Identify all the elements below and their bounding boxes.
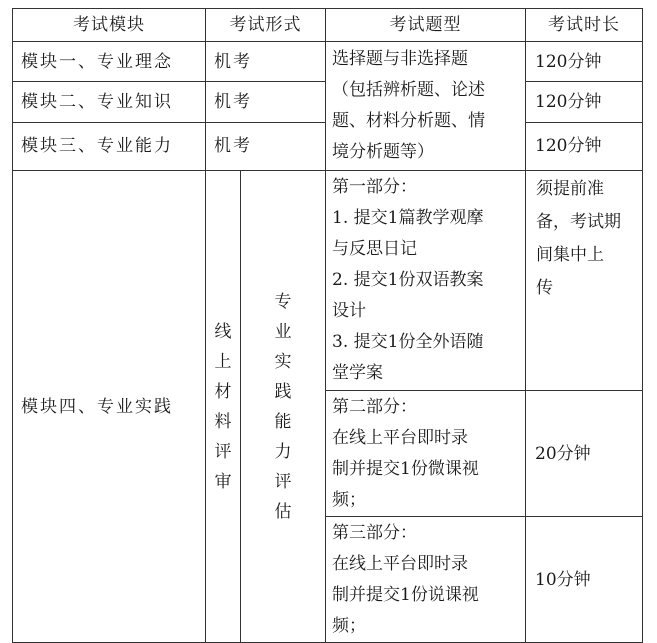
part-line: 1. 提交1篇教学观摩 xyxy=(332,208,484,228)
exam-schedule-table xyxy=(12,8,643,643)
table-row xyxy=(13,42,643,82)
vertical-char: 料 xyxy=(214,411,232,432)
header-format: 考试形式 xyxy=(206,9,326,42)
part-one-note xyxy=(526,171,643,391)
vertical-char: 力 xyxy=(274,441,292,462)
note-line: 传 xyxy=(536,278,553,298)
header-type: 考试题型 xyxy=(326,9,526,42)
vertical-char: 材 xyxy=(214,381,232,402)
part-line: 制并提交1份说课视 xyxy=(332,584,479,605)
part-two-cell xyxy=(326,391,526,517)
type-line: 境分析题等） xyxy=(332,142,434,162)
part-line: 在线上平台即时录 xyxy=(332,427,468,448)
note-line: 间集中上 xyxy=(536,245,604,265)
vertical-char: 业 xyxy=(274,321,292,342)
part-line: 频； xyxy=(332,615,366,636)
table-row xyxy=(13,171,643,391)
header-duration: 考试时长 xyxy=(526,9,643,42)
module-cell: 模块四、专业实践 xyxy=(13,171,206,643)
vertical-char: 审 xyxy=(214,471,232,492)
note-line: 备，考试期 xyxy=(536,212,621,232)
part-line: 堂学案 xyxy=(332,363,383,383)
type-line: 题、材料分析题、情 xyxy=(332,111,485,131)
note-line: 须提前准 xyxy=(536,179,604,199)
part-line: 制并提交1份微课视 xyxy=(332,458,479,479)
duration-cell: 20分钟 xyxy=(526,391,643,517)
part-line: 第二部分： xyxy=(332,396,417,417)
format-cell: 机考 xyxy=(206,122,326,170)
part-line: 3. 提交1份全外语随 xyxy=(332,332,484,352)
part-three-cell xyxy=(326,517,526,643)
format-cell: 机考 xyxy=(206,82,326,122)
vertical-char: 评 xyxy=(214,441,232,462)
duration-cell: 120分钟 xyxy=(526,82,643,122)
part-line: 频； xyxy=(332,489,366,510)
duration-cell: 120分钟 xyxy=(526,122,643,170)
module-cell: 模块三、专业能力 xyxy=(13,122,206,170)
vertical-char: 估 xyxy=(274,501,292,522)
vertical-char: 践 xyxy=(274,381,292,402)
vertical-char: 实 xyxy=(274,351,292,372)
type-line: （包括辨析题、论述 xyxy=(332,80,485,100)
header-row xyxy=(13,9,643,42)
duration-cell: 10分钟 xyxy=(526,517,643,643)
part-line: 第三部分： xyxy=(332,522,417,543)
vertical-char: 线 xyxy=(214,321,232,342)
header-module: 考试模块 xyxy=(13,9,206,42)
part-line: 与反思日记 xyxy=(332,239,417,259)
format-cell: 机考 xyxy=(206,42,326,82)
module-cell: 模块二、专业知识 xyxy=(13,82,206,122)
vertical-char: 评 xyxy=(274,471,292,492)
format-online-review xyxy=(206,171,241,643)
format-practice-ability xyxy=(241,171,326,643)
vertical-char: 能 xyxy=(274,411,292,432)
part-line: 在线上平台即时录 xyxy=(332,553,468,574)
vertical-char: 上 xyxy=(214,351,232,372)
part-one-cell xyxy=(326,171,526,391)
duration-cell: 120分钟 xyxy=(526,42,643,82)
module-cell: 模块一、专业理念 xyxy=(13,42,206,82)
vertical-char: 专 xyxy=(274,291,292,312)
part-line: 第一部分： xyxy=(332,177,417,197)
part-line: 2. 提交1份双语教案 xyxy=(332,270,484,290)
written-question-types xyxy=(326,42,526,171)
part-line: 设计 xyxy=(332,301,366,321)
type-line: 选择题与非选择题 xyxy=(332,49,468,69)
